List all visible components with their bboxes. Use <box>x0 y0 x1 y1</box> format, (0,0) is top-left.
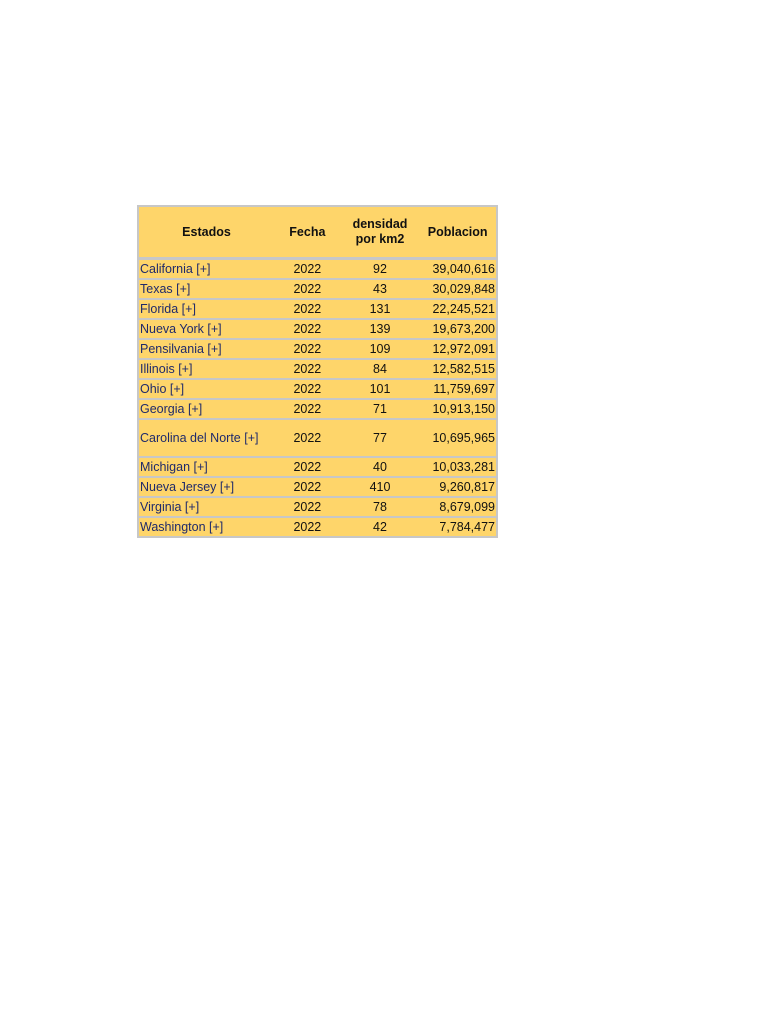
state-name-link[interactable]: Carolina del Norte [+] <box>138 419 274 457</box>
date-cell: 2022 <box>274 299 341 319</box>
population-cell: 11,759,697 <box>419 379 497 399</box>
states-population-table <box>137 205 498 538</box>
table-row <box>138 319 497 339</box>
table-row <box>138 299 497 319</box>
state-name-link[interactable]: Ohio [+] <box>138 379 274 399</box>
population-cell: 12,972,091 <box>419 339 497 359</box>
date-cell: 2022 <box>274 399 341 419</box>
population-cell: 10,913,150 <box>419 399 497 419</box>
table-row <box>138 477 497 497</box>
date-cell: 2022 <box>274 279 341 299</box>
table-row <box>138 259 497 280</box>
header-states: Estados <box>138 206 274 259</box>
date-cell: 2022 <box>274 419 341 457</box>
population-cell: 22,245,521 <box>419 299 497 319</box>
state-name-link[interactable]: Michigan [+] <box>138 457 274 477</box>
density-cell: 78 <box>341 497 420 517</box>
date-cell: 2022 <box>274 319 341 339</box>
header-population: Poblacion <box>419 206 497 259</box>
table-row <box>138 399 497 419</box>
table-row <box>138 457 497 477</box>
date-cell: 2022 <box>274 379 341 399</box>
state-name-link[interactable]: Nueva York [+] <box>138 319 274 339</box>
date-cell: 2022 <box>274 259 341 280</box>
state-name-link[interactable]: California [+] <box>138 259 274 280</box>
state-name-link[interactable]: Georgia [+] <box>138 399 274 419</box>
table-row <box>138 497 497 517</box>
population-cell: 7,784,477 <box>439 520 495 534</box>
population-cell: 10,033,281 <box>419 457 497 477</box>
density-cell: 77 <box>341 419 420 457</box>
population-cell: 9,260,817 <box>419 477 497 497</box>
density-cell: 92 <box>341 259 420 280</box>
table-row <box>138 379 497 399</box>
state-name-link[interactable]: Pensilvania [+] <box>138 339 274 359</box>
header-density <box>341 206 420 259</box>
header-density-line2: por km2 <box>355 232 405 246</box>
date-cell: 2022 <box>274 497 341 517</box>
density-cell: 42 <box>373 520 387 534</box>
density-cell: 109 <box>341 339 420 359</box>
header-date: Fecha <box>274 206 341 259</box>
density-cell: 84 <box>341 359 420 379</box>
header-row <box>138 206 497 259</box>
date-cell: 2022 <box>274 359 341 379</box>
state-name-link[interactable]: Virginia [+] <box>138 497 274 517</box>
table-row <box>138 359 497 379</box>
state-name-link[interactable]: Nueva Jersey [+] <box>138 477 274 497</box>
header-density-line1: densidad <box>352 217 408 231</box>
density-cell: 71 <box>341 399 420 419</box>
date-cell: 2022 <box>293 520 322 534</box>
density-cell: 131 <box>341 299 420 319</box>
table-row <box>138 339 497 359</box>
table-row <box>138 279 497 299</box>
state-name-link[interactable]: Washington [+] <box>140 520 224 534</box>
population-cell: 39,040,616 <box>419 259 497 280</box>
date-cell: 2022 <box>274 477 341 497</box>
density-cell: 40 <box>341 457 420 477</box>
population-cell: 8,679,099 <box>419 497 497 517</box>
density-cell: 43 <box>341 279 420 299</box>
table-row <box>138 419 497 457</box>
population-cell: 10,695,965 <box>419 419 497 457</box>
density-cell: 139 <box>341 319 420 339</box>
date-cell: 2022 <box>274 457 341 477</box>
date-cell: 2022 <box>274 339 341 359</box>
density-cell: 410 <box>341 477 420 497</box>
state-name-link[interactable]: Illinois [+] <box>138 359 274 379</box>
population-cell: 19,673,200 <box>419 319 497 339</box>
population-cell: 12,582,515 <box>419 359 497 379</box>
population-cell: 30,029,848 <box>419 279 497 299</box>
state-name-link[interactable]: Texas [+] <box>138 279 274 299</box>
state-name-link[interactable]: Florida [+] <box>138 299 274 319</box>
table-row <box>138 517 497 537</box>
density-cell: 101 <box>341 379 420 399</box>
